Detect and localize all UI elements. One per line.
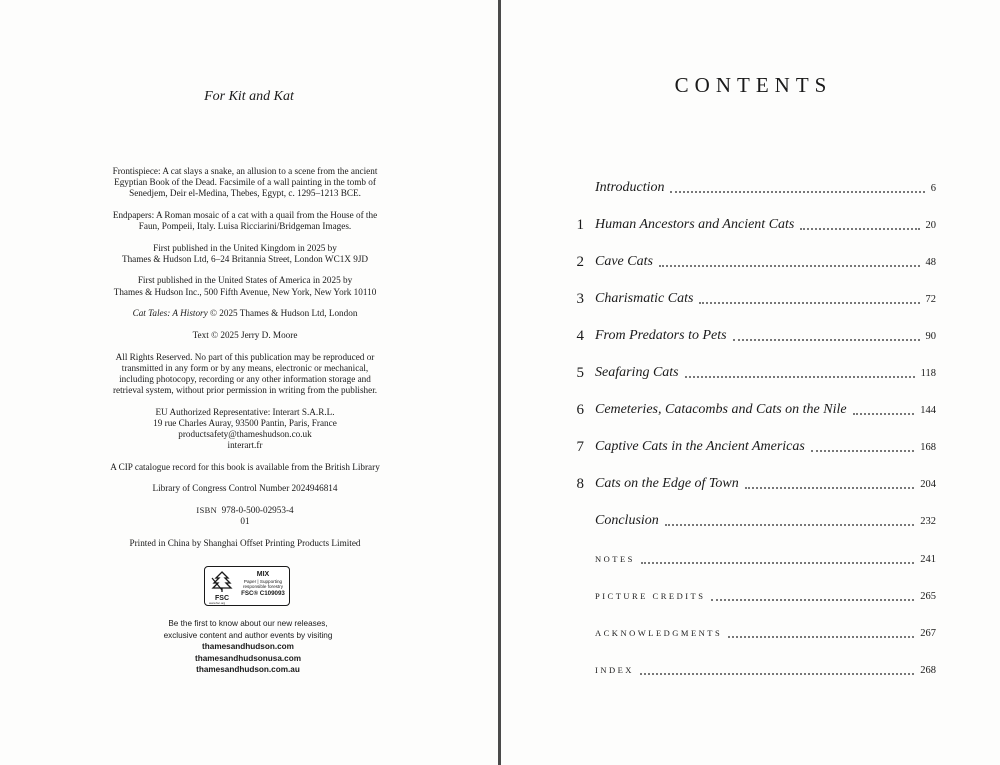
- text-copyright: Text © 2025 Jerry D. Moore: [192, 329, 298, 340]
- dot-leader: [733, 339, 920, 341]
- toc-entry[interactable]: [568, 178, 936, 198]
- website-link[interactable]: thamesandhudsonusa.com: [194, 653, 301, 663]
- dot-leader: [699, 302, 919, 304]
- promo-block: Be the first to know about our new releases, exclusive content and author events by visiting thamesandhudson.com thamesandhudsonusa.com thamesandhudson.com.au: [100, 618, 396, 676]
- rights-statement: All Rights Reserved. No part of this publication may be reproduced or transmitted in any form or by any means, electronic or mechanical, including photocopy, recording or any other information storage and retrieval system, without prior permission in writing from the publisher.: [112, 351, 378, 395]
- toc-page-number: 232: [920, 516, 936, 527]
- fsc-tree-icon: [208, 570, 236, 602]
- toc-entry-title: PICTURE CREDITS: [595, 591, 706, 601]
- endpapers-credit: Endpapers: A Roman mosaic of a cat with a quail from the House of the Faun, Pompeii, Italy. Luisa Ricciarini/Bridgeman Images.: [112, 209, 378, 231]
- toc-entry[interactable]: [568, 511, 936, 531]
- chapter-number: 3: [576, 291, 584, 307]
- dot-leader: [711, 599, 914, 601]
- toc-page-number: 168: [920, 442, 936, 453]
- loc-number: Library of Congress Control Number 2024946814: [152, 483, 338, 494]
- fsc-url: www.fsc.org: [209, 601, 226, 605]
- chapter-number: 5: [576, 365, 584, 381]
- chapter-number: 2: [576, 254, 584, 270]
- toc-entry[interactable]: [568, 549, 936, 569]
- dot-leader: [745, 487, 914, 489]
- dot-leader: [853, 413, 915, 415]
- toc-entry[interactable]: [568, 623, 936, 643]
- toc-page-number: 241: [920, 554, 936, 565]
- toc-entry-title: Introduction: [595, 180, 665, 195]
- toc-entry[interactable]: [568, 660, 936, 680]
- toc-entry-title: Seafaring Cats: [595, 365, 679, 380]
- dot-leader: [665, 524, 914, 526]
- toc-page-number: 267: [920, 628, 936, 639]
- toc-entry[interactable]: [568, 586, 936, 606]
- toc-entry[interactable]: [568, 289, 936, 309]
- toc-page-number: 118: [920, 368, 936, 379]
- toc-page-number: 48: [925, 257, 936, 268]
- imprint-block: [90, 166, 400, 559]
- dot-leader: [659, 265, 920, 267]
- isbn-block: ISBN 978-0-500-02953-4 01: [196, 504, 294, 526]
- toc-entry[interactable]: [568, 326, 936, 346]
- chapter-number: 1: [576, 217, 584, 233]
- chapter-number: 4: [576, 328, 584, 344]
- dot-leader: [728, 636, 914, 638]
- toc-entry-title: Captive Cats in the Ancient Americas: [595, 439, 805, 454]
- fsc-certification-logo: [204, 566, 290, 606]
- website-link[interactable]: thamesandhudson.com: [202, 642, 294, 651]
- toc-entry-title: INDEX: [595, 665, 634, 675]
- toc-entry[interactable]: [568, 474, 936, 494]
- printed-in: Printed in China by Shanghai Offset Printing Products Limited: [129, 537, 361, 548]
- chapter-number: 7: [576, 439, 584, 455]
- toc-entry-title: Human Ancestors and Ancient Cats: [595, 217, 795, 232]
- toc-entry[interactable]: [568, 252, 936, 272]
- toc-page-number: 144: [920, 405, 936, 416]
- toc-page-number: 72: [925, 294, 936, 305]
- toc-entry[interactable]: [568, 400, 936, 420]
- cip-record: A CIP catalogue record for this book is available from the British Library: [110, 461, 380, 472]
- first-published-us: First published in the United States of America in 2025 by Thames & Hudson Inc., 500 Fifth Avenue, New York, New York 10110: [113, 275, 377, 297]
- toc-page-number: 268: [920, 665, 936, 676]
- toc-entry-title: Cats on the Edge of Town: [595, 476, 739, 491]
- chapter-number: 8: [576, 476, 584, 492]
- dot-leader: [640, 673, 914, 675]
- dot-leader: [641, 562, 914, 564]
- toc-entry-title: ACKNOWLEDGMENTS: [595, 628, 723, 638]
- frontispiece-credit: Frontispiece: A cat slays a snake, an allusion to a scene from the ancient Egyptian Book of the Dead. Facsimile of a wall painting in the tomb of Senedjem, Deir el-Medina, Thebes, Egypt, c. 1295–1213 BCE.: [112, 166, 378, 199]
- toc-entry-title: Cave Cats: [595, 254, 653, 269]
- toc-page-number: 6: [930, 183, 936, 194]
- dot-leader: [800, 228, 919, 230]
- toc-page-number: 90: [925, 331, 936, 342]
- dot-leader: [670, 191, 924, 193]
- fsc-logo-text: FSC: [215, 595, 229, 602]
- first-published-uk: First published in the United Kingdom in 2025 by Thames & Hudson Ltd, 6–24 Britannia Street, London WC1X 9JD: [121, 242, 369, 264]
- toc-entry-title: Charismatic Cats: [595, 291, 694, 306]
- book-copyright: Cat Tales: A History © 2025 Thames & Hudson Ltd, London: [132, 308, 358, 319]
- toc-entry-title: Conclusion: [595, 513, 659, 528]
- toc-entry[interactable]: [568, 363, 936, 383]
- contents-heading: CONTENTS: [674, 73, 833, 97]
- dedication: For Kit and Kat: [204, 89, 294, 104]
- toc-page-number: 265: [920, 591, 936, 602]
- website-link[interactable]: thamesandhudson.com.au: [196, 665, 300, 674]
- toc-entry-title: From Predators to Pets: [595, 328, 727, 343]
- eu-representative: EU Authorized Representative: Interart S.A.R.L. 19 rue Charles Auray, 93500 Pantin, Paris, France productsafety@thameshudson.co.uk interart.fr: [153, 406, 337, 450]
- chapter-number: 6: [576, 402, 584, 418]
- toc-entry[interactable]: [568, 215, 936, 235]
- toc-page-number: 20: [925, 220, 936, 231]
- dot-leader: [811, 450, 914, 452]
- toc-entry[interactable]: [568, 437, 936, 457]
- dot-leader: [685, 376, 915, 378]
- toc-entry-title: NOTES: [595, 554, 635, 564]
- toc-entry-title: Cemeteries, Catacombs and Cats on the Nile: [595, 402, 847, 417]
- toc-page-number: 204: [920, 479, 936, 490]
- fsc-label: MIX Paper | Supporting responsible forestry FSC® C109093: [241, 571, 285, 597]
